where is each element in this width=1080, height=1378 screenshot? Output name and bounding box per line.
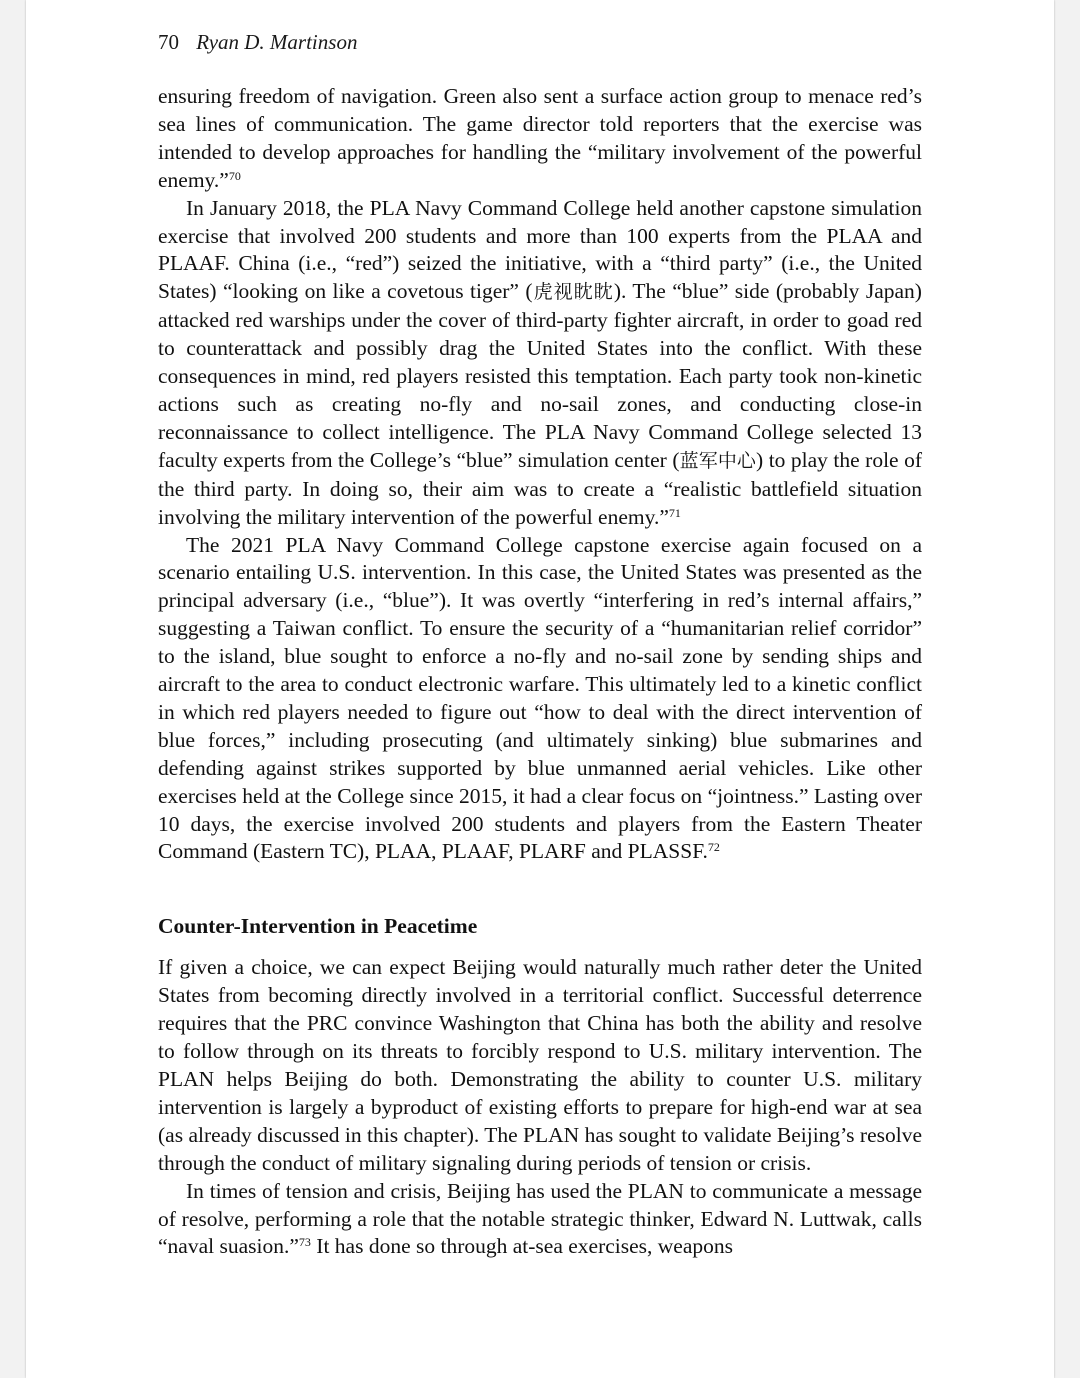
paragraph-5-text-b: It has done so through at-sea exercises, weapons (310, 1234, 734, 1259)
paragraph-5 (158, 1178, 922, 1262)
paragraph-1 (158, 83, 922, 195)
section-heading: Counter-Intervention in Peacetime (158, 914, 478, 939)
paragraph-2-text-c: ) to play the role of the third party. In doing so, their aim was to create a “realistic battlefield situation involving the military intervention of the powerful enemy.” (158, 447, 922, 529)
paragraph-1-text: ensuring freedom of navigation. Green also sent a surface action group to menace red’s sea lines of communication. The game director told reporters that the exercise was intended to develop approaches for handling the “military involvement of the powerful enemy.” (158, 84, 922, 192)
paragraph-2 (158, 195, 922, 532)
footnote-ref-71[interactable]: 71 (668, 505, 681, 520)
footnote-ref-72[interactable]: 72 (707, 840, 720, 855)
paragraph-4 (158, 954, 922, 1177)
paragraph-2-text-b: ). The “blue” side (probably Japan) attacked red warships under the cover of third-party fighter aircraft, in order to goad red to counterattack and possibly drag the United States into the conflict. With these consequences in mind, red players resisted this temptation. Each party took non-kinetic actions such as creating no-fly and no-sail zones, and conducting close-in reconnaissance to collect intelligence. The PLA Navy Command College selected 13 faculty experts from the College’s “blue” simulation center ( (158, 279, 922, 472)
chinese-term-1: 虎视眈眈 (532, 281, 614, 304)
paragraph-2-text-a: In January 2018, the PLA Navy Command College held another capstone simulation exercise that involved 200 students and more than 100 experts from the PLAA and PLAAF. China (i.e., “red”) seized the initiative, with a “third party” (i.e., the United States) “looking on like a covetous tiger” ( (158, 195, 922, 304)
footnote-ref-70[interactable]: 70 (228, 168, 241, 183)
footnote-ref-73[interactable]: 73 (298, 1235, 311, 1250)
running-head-author: Ryan D. Martinson (196, 30, 358, 54)
book-page (26, 0, 1054, 1378)
paragraph-3 (158, 532, 922, 867)
paragraph-5-text-a: In times of tension and crisis, Beijing has used the PLAN to communicate a message of resolve, performing a role that the notable strategic thinker, Edward N. Luttwak, calls “naval suasion.” (158, 1178, 922, 1259)
chinese-term-2: 蓝军中心 (679, 449, 757, 472)
paragraph-3-text: The 2021 PLA Navy Command College capstone exercise again focused on a scenario entailing U.S. intervention. In this case, the United States was presented as the principal adversary (i.e., “blue”). It was overtly “interfering in red’s internal affairs,” suggesting a Taiwan conflict. To ensure the security of a “humanitarian relief corridor” to the island, blue sought to enforce a no-fly and no-sail zone by sending ships and aircraft to the area to conduct electronic warfare. This ultimately led to a kinetic conflict in which red players needed to figure out “how to deal with the direct intervention of blue forces,” including prosecuting (and ultimately sinking) blue submarines and defending against strikes supported by blue unmanned aerial vehicles. Like other exercises held at the College since 2015, it had a clear focus on “jointness.” Lasting over 10 days, the exercise involved 200 students and players from the Eastern Theater Command (Eastern TC), PLAA, PLAAF, PLARF and PLASSF. (158, 532, 922, 864)
page-number: 70 (158, 30, 179, 54)
running-header (158, 30, 357, 55)
body-text (158, 83, 922, 1261)
paragraph-4-text: If given a choice, we can expect Beijing would naturally much rather deter the United States from becoming directly involved in a territorial conflict. Successful deterrence requires that the PRC convince Washington that China has both the ability and resolve to follow through on its threats to forcibly respond to U.S. military intervention. The PLAN helps Beijing do both. Demonstrating the ability to counter U.S. military intervention is largely a byproduct of existing efforts to prepare for high-end war at sea (as already discussed in this chapter). The PLAN has sought to validate Beijing’s resolve through the conduct of military signaling during periods of tension or crisis. (158, 955, 922, 1175)
